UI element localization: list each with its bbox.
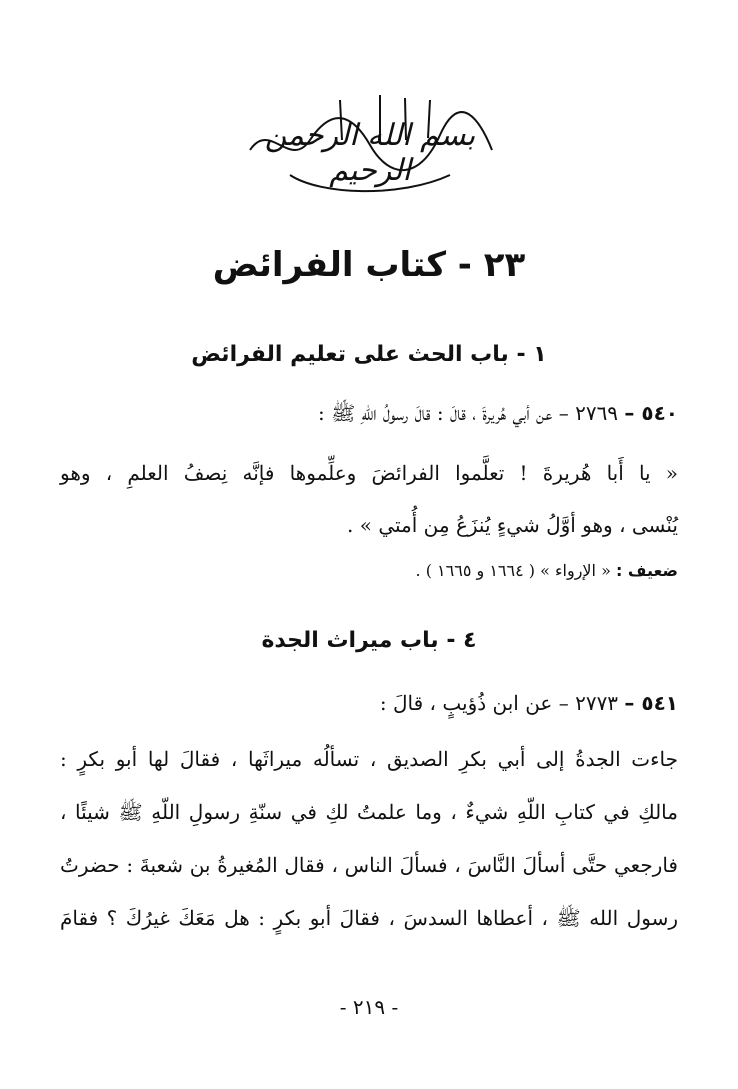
hadith-540-text-line-1: « يا أَبا هُريرةَ ! تعلَّموا الفرائضَ وعلِّموها فإنَّه نِصفُ العلمِ ، وهو — [60, 461, 678, 485]
hadith-541-text-line-3: فارجعي حتَّى أسألَ النَّاسَ ، فسألَ الناس ، فقال المُغيرةُ بن شعبةَ : حضرتُ — [60, 853, 678, 877]
basmala-calligraphy — [230, 80, 510, 200]
hadith-540-intro-line — [60, 398, 678, 428]
hadith-intro: ٢٧٦٩ – عن أبي هُريرةَ ، قالَ : قالَ رسولُ اللّهِ ﷺ : — [318, 401, 619, 425]
chapter-4-title: ٤ - باب ميراث الجدة — [261, 628, 477, 653]
hadith-intro: ٢٧٧٣ – عن ابن ذُؤيبٍ ، قالَ : — [379, 691, 619, 715]
grade-reference: « الإرواء » ( ١٦٦٤ و ١٦٦٥ ) . — [415, 561, 611, 580]
hadith-number: ٥٤٠ – — [624, 401, 678, 425]
basmala-text: بسم الله الرحمن الرحيم — [264, 118, 476, 188]
page-number: - ٢١٩ - — [339, 995, 399, 1019]
hadith-number: ٥٤١ – — [624, 691, 678, 715]
hadith-540-grade-line — [60, 556, 678, 586]
grade-label: ضعيف : — [615, 561, 678, 580]
hadith-540-text-line-2: يُنْسى ، وهو أوَّلُ شيءٍ يُنزَعُ مِن أُمتي » . — [347, 513, 678, 537]
hadith-541-text-line-4: رسول الله ﷺ ، أعطاها السدسَ ، فقالَ أبو بكرٍ : هل مَعَكَ غيرُكَ ؟ فقامَ — [60, 906, 678, 930]
chapter-1-title: ١ - باب الحث على تعليم الفرائض — [191, 342, 547, 367]
hadith-541-text-line-1: جاءت الجدةُ إلى أبي بكرِ الصديق ، تسألُه ميراثَها ، فقالَ لها أبو بكرٍ : — [60, 747, 678, 771]
hadith-541-text-line-2: مالكِ في كتابِ اللّهِ شيءٌ ، وما علمتُ لكِ في سنّةِ رسولِ اللّهِ ﷺ شيئًا ، — [60, 800, 678, 824]
hadith-541-intro-line — [60, 688, 678, 718]
book-title: ٢٣ - كتاب الفرائض — [212, 245, 526, 285]
